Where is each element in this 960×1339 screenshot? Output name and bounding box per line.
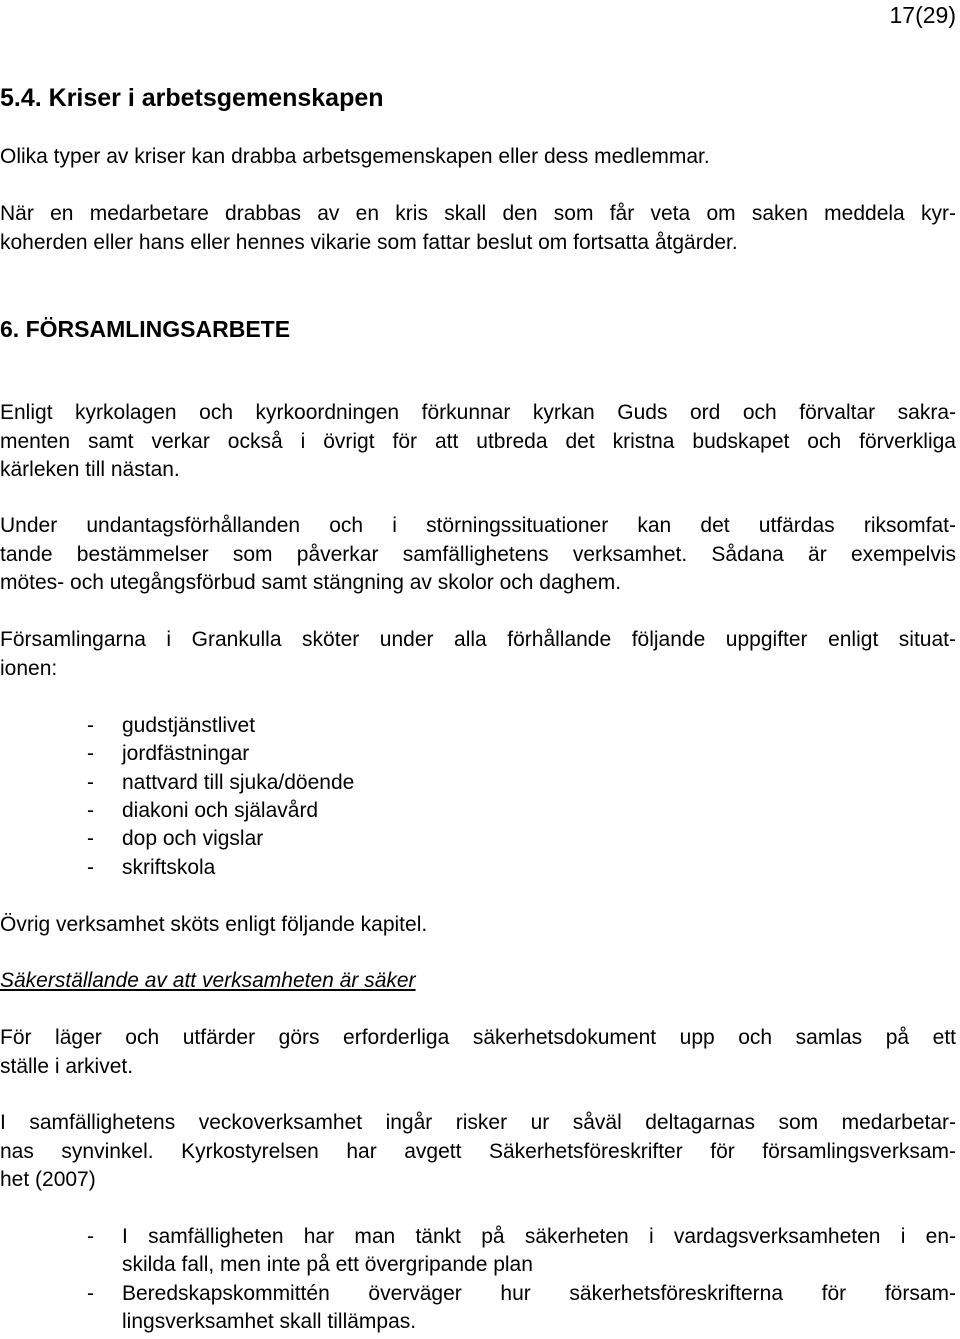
list-item: diakoni och själavård	[122, 799, 319, 822]
list-bullet: -	[87, 771, 94, 794]
paragraph-kyrkolagen-line-1: Enligt kyrkolagen och kyrkoordningen förkunnar kyrkan Guds ord och förvaltar sakra-	[0, 401, 956, 424]
paragraph-veckoverksamhet-line-3: het (2007)	[0, 1168, 96, 1191]
paragraph-undantag-line-2: tande bestämmelser som påverkar samfällighetens verksamhet. Sådana är exempelvis	[0, 543, 956, 566]
page-number: 17(29)	[889, 2, 956, 28]
paragraph-ovrig: Övrig verksamhet sköts enligt följande kapitel.	[0, 913, 428, 936]
paragraph-kyrkolagen-line-2: menten samt verkar också i övrigt för att utbreda det kristna budskapet och förverkliga	[0, 430, 956, 453]
list-bullet: -	[87, 856, 94, 879]
paragraph-undantag-line-3: mötes- och utegångsförbud samt stängning av skolor och daghem.	[0, 571, 622, 594]
list-item: jordfästningar	[122, 742, 250, 765]
paragraph-kyrkolagen-line-3: kärleken till nästan.	[0, 458, 180, 481]
list-item: skriftskola	[122, 856, 216, 879]
list-bullet: -	[87, 714, 94, 737]
list-item-line: Beredskapskommittén överväger hur säkerhetsföreskrifterna för försam-	[122, 1282, 956, 1305]
subheading-sakerstallande: Säkerställande av att verksamheten är säker	[0, 969, 416, 992]
paragraph-lager-line-1: För läger och utfärder görs erforderliga säkerhetsdokument upp och samlas på ett	[0, 1026, 956, 1049]
list-item: dop och vigslar	[122, 827, 264, 850]
heading-forsamlingsarbete: 6. FÖRSAMLINGSARBETE	[0, 316, 291, 342]
list-bullet: -	[87, 799, 94, 822]
list-bullet: -	[87, 1282, 94, 1305]
list-bullet: -	[87, 827, 94, 850]
heading-kriser: 5.4. Kriser i arbetsgemenskapen	[0, 84, 384, 112]
paragraph-lager-line-2: ställe i arkivet.	[0, 1055, 134, 1078]
list-bullet: -	[87, 1225, 94, 1248]
paragraph-undantag-line-1: Under undantagsförhållanden och i störningssituationer kan det utfärdas riksomfat-	[0, 514, 956, 537]
list-item: gudstjänstlivet	[122, 714, 256, 737]
paragraph-grankulla-line-1: Församlingarna i Grankulla sköter under alla förhållande följande uppgifter enligt situat-	[0, 628, 956, 651]
list-item-line: lingsverksamhet skall tillämpas.	[122, 1310, 417, 1333]
paragraph-veckoverksamhet-line-2: nas synvinkel. Kyrkostyrelsen har avgett Säkerhetsföreskrifter för församlingsverksam-	[0, 1140, 956, 1163]
paragraph-grankulla-line-2: ionen:	[0, 657, 58, 680]
paragraph-kriser-line-1: När en medarbetare drabbas av en kris skall den som får veta om saken meddela kyr-	[0, 202, 956, 225]
list-bullet: -	[87, 742, 94, 765]
list-item: nattvard till sjuka/döende	[122, 771, 355, 794]
paragraph-kriser-line-2: koherden eller hans eller hennes vikarie som fattar beslut om fortsatta åtgärder.	[0, 231, 738, 254]
list-item-line: skilda fall, men inte på ett övergripande plan	[122, 1253, 533, 1276]
list-item-line: I samfälligheten har man tänkt på säkerheten i vardagsverksamheten i en-	[122, 1225, 956, 1248]
paragraph-kriser-intro: Olika typer av kriser kan drabba arbetsgemenskapen eller dess medlemmar.	[0, 145, 710, 168]
paragraph-veckoverksamhet-line-1: I samfällighetens veckoverksamhet ingår risker ur såväl deltagarnas som medarbetar-	[0, 1111, 956, 1134]
